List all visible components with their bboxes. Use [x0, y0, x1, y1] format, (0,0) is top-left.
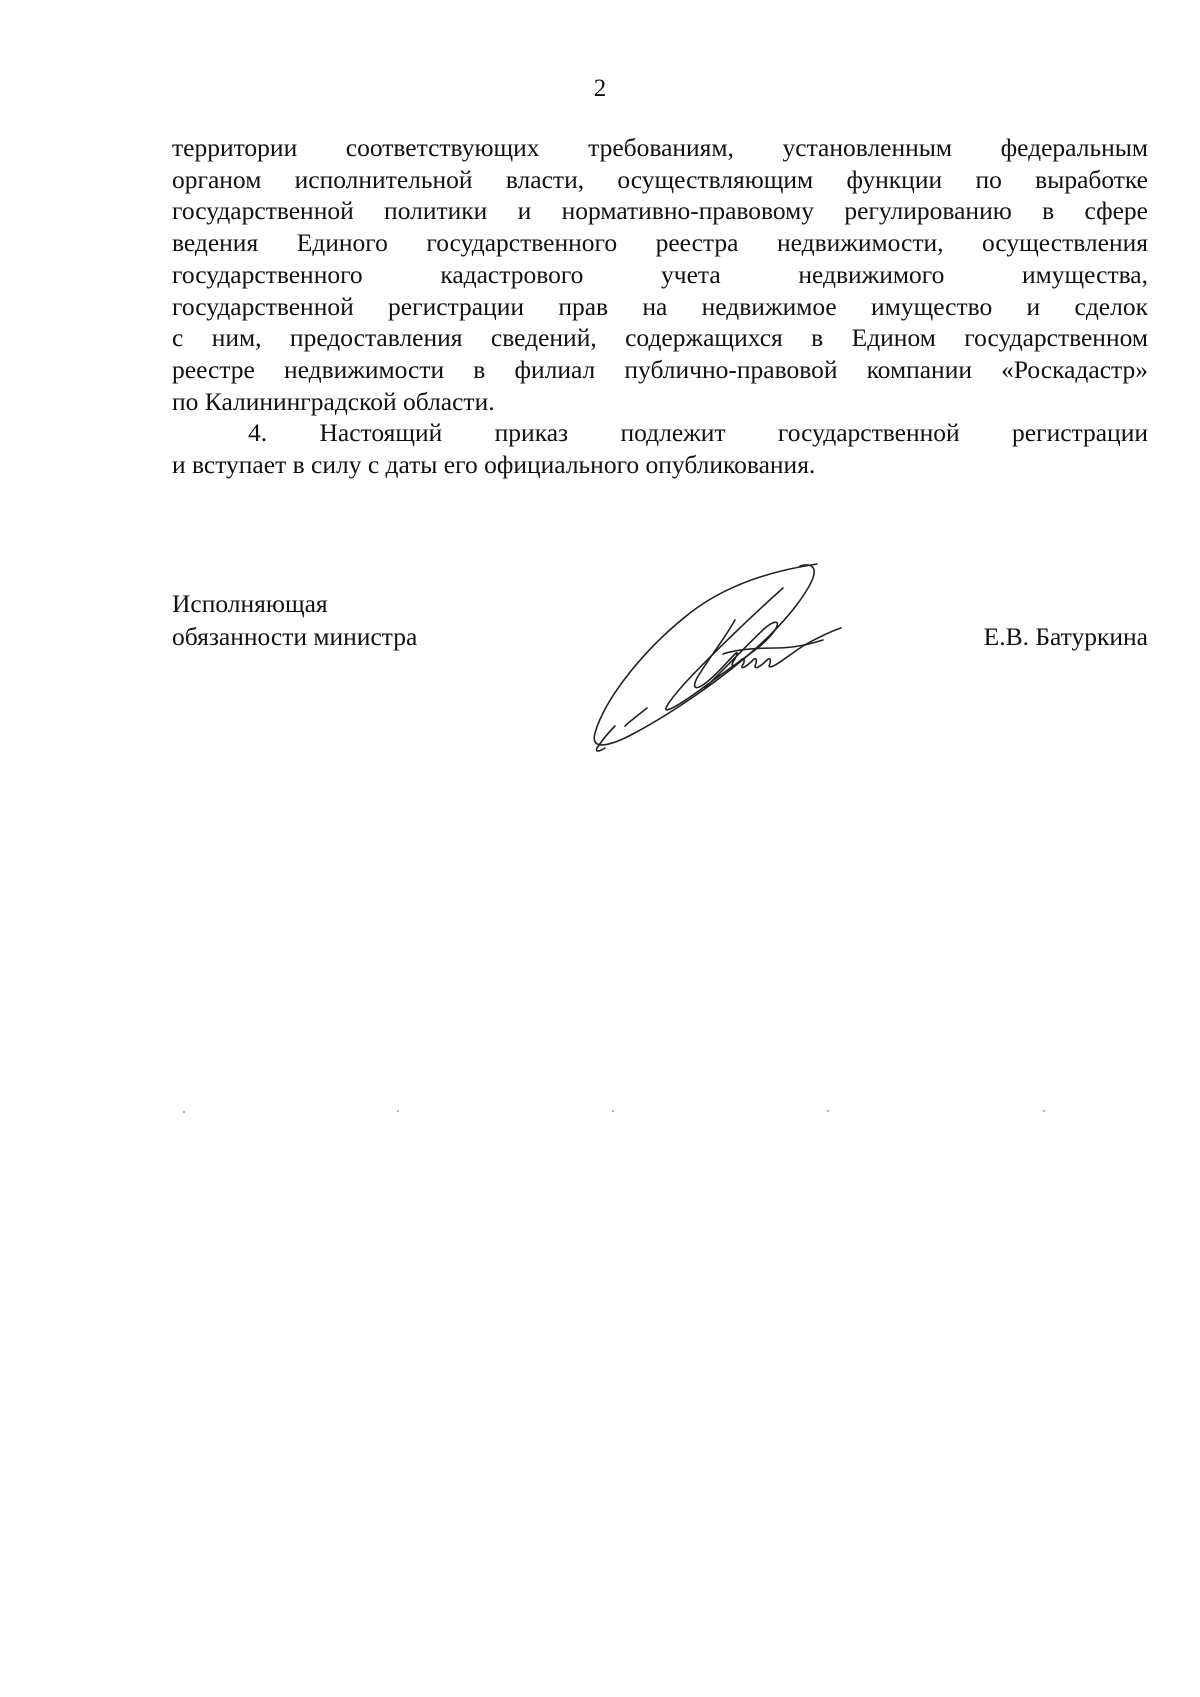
- scan-speck: [827, 1110, 829, 1112]
- position-line: обязанности министра: [172, 622, 418, 651]
- text-line: по Калининградской области.: [172, 386, 495, 416]
- handwritten-signature: [585, 558, 865, 758]
- signature-stroke: [723, 640, 823, 654]
- text-line: реестре недвижимости в филиал публично-правовой компании «Роскадастр»: [172, 354, 1148, 384]
- scan-speck: [397, 1110, 399, 1112]
- text-line: с ним, предоставления сведений, содержащихся в Едином государственном: [172, 323, 1148, 353]
- signer-name: Е.В. Батуркина: [983, 622, 1148, 651]
- signature-stroke: [625, 708, 647, 726]
- scan-speck: [183, 1111, 185, 1113]
- order-text: [172, 132, 1148, 481]
- signature-stroke: [594, 564, 817, 745]
- scan-speck: [612, 1110, 614, 1112]
- text-line: государственной регистрации прав на недвижимое имущество и сделок: [172, 291, 1148, 321]
- clause-4-line: 4. Настоящий приказ подлежит государственной регистрации: [248, 418, 1148, 448]
- text-line: органом исполнительной власти, осуществляющим функции по выработке: [172, 164, 1148, 194]
- signature-stroke: [596, 726, 615, 751]
- signatory-position: [172, 587, 417, 653]
- position-line: Исполняющая: [172, 589, 328, 618]
- text-line: территории соответствующих требованиям, установленным федеральным: [172, 133, 1148, 162]
- text-line: государственной политики и нормативно-правовому регулированию в сфере: [172, 196, 1148, 226]
- text-line: и вступает в силу с даты его официального опубликования.: [172, 450, 816, 480]
- scan-speck: [1043, 1110, 1045, 1112]
- text-line: государственного кадастрового учета недвижимого имущества,: [172, 259, 1148, 289]
- text-line: ведения Единого государственного реестра недвижимости, осуществления: [172, 228, 1148, 258]
- signature-stroke: [666, 588, 783, 710]
- page-number: 2: [593, 75, 607, 102]
